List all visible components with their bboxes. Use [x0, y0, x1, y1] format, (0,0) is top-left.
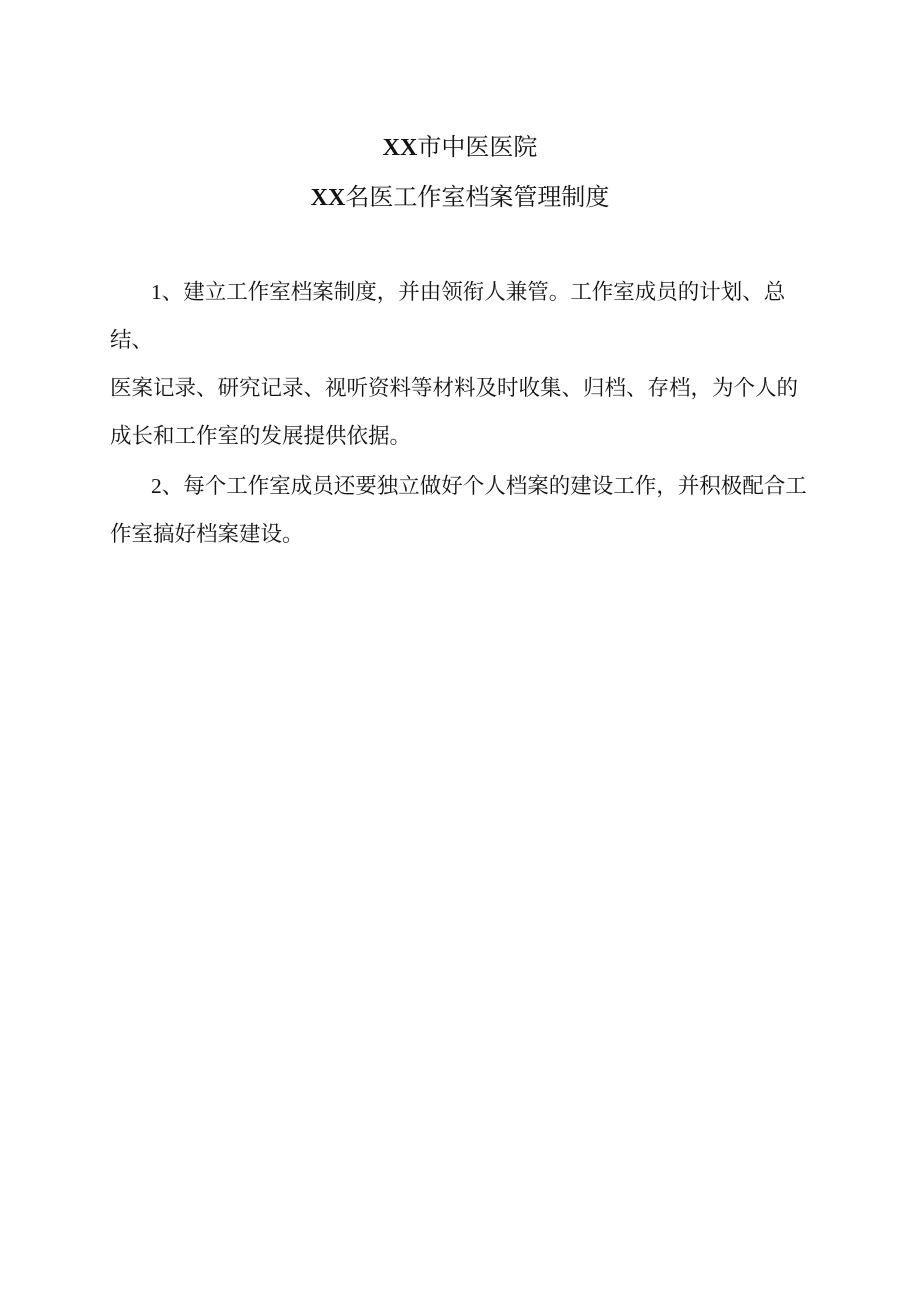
hospital-title-name: 市中医医院	[417, 135, 538, 161]
paragraph-2	[110, 462, 910, 558]
paragraph-1	[110, 268, 910, 460]
paragraph-line: 1、建立工作室档案制度，并由领衔人兼管。工作室成员的计划、总	[151, 280, 786, 304]
policy-title-prefix: XX	[310, 185, 346, 211]
hospital-title-prefix: XX	[382, 135, 418, 161]
paragraph-line: 医案记录、研究记录、视听资料等材料及时收集、归档、存档，为个人的	[110, 376, 799, 400]
paragraph-line: 结、	[110, 328, 154, 352]
paragraph-line: 成长和工作室的发展提供依据。	[110, 424, 412, 448]
hospital-title	[0, 123, 920, 173]
policy-title	[0, 173, 920, 223]
paragraph-line: 2、每个工作室成员还要独立做好个人档案的建设工作，并积极配合工	[151, 474, 807, 498]
paragraph-line: 作室搞好档案建设。	[110, 522, 304, 546]
policy-title-text: 名医工作室档案管理制度	[345, 185, 610, 211]
